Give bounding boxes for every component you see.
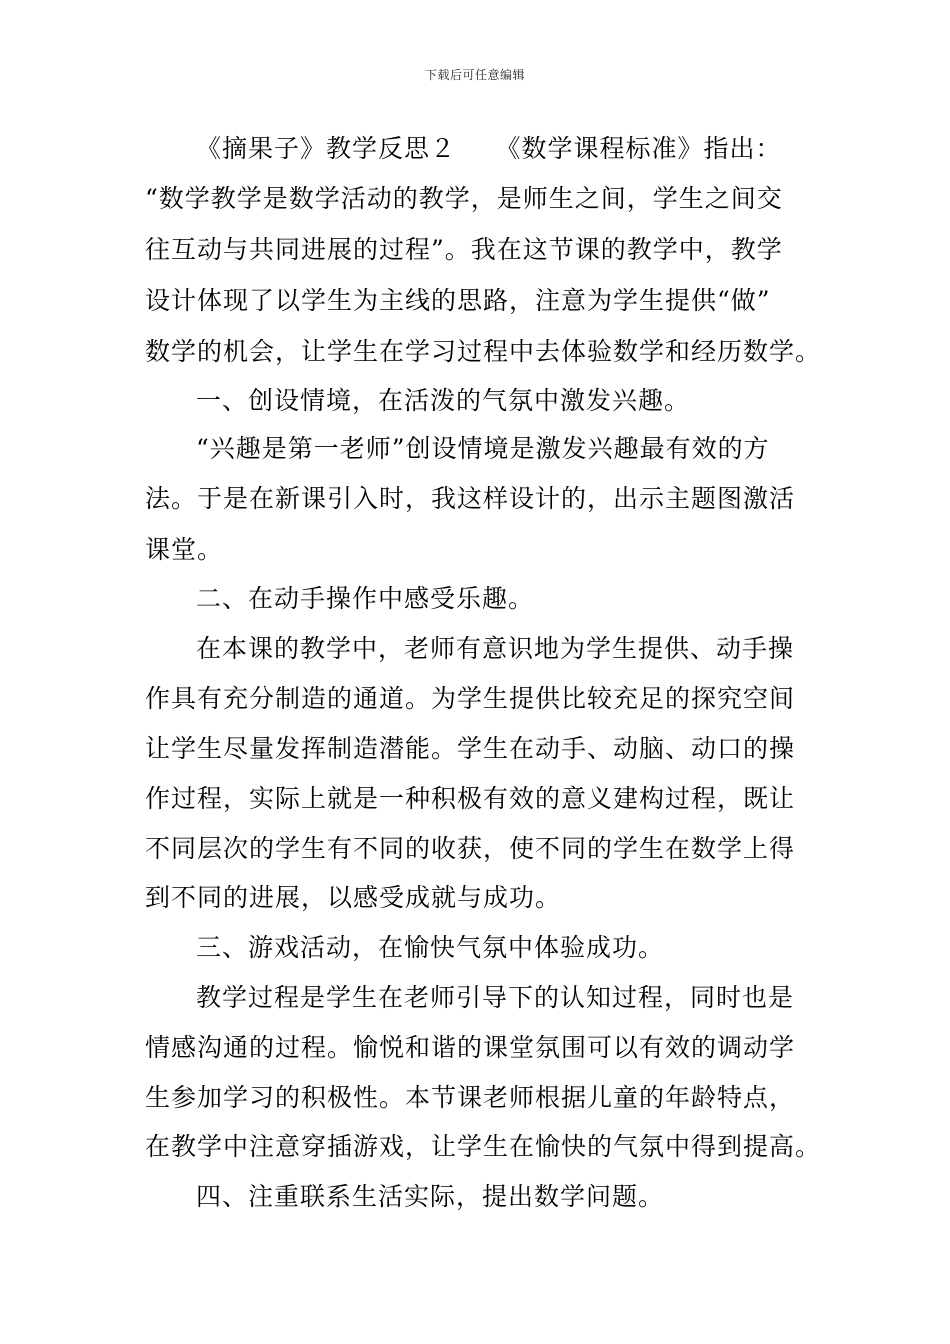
text-line: 不同层次的学生有不同的收获，使不同的学生在数学上得 <box>145 834 796 863</box>
text-line: 作过程，实际上就是一种积极有效的意义建构过程，既让 <box>145 784 796 813</box>
section-heading: 三、游戏活动，在愉快气氛中体验成功。 <box>196 933 665 962</box>
text-line: 《摘果子》教学反思２ 《数学课程标准》指出： <box>196 134 782 163</box>
section-heading: 二、在动手操作中感受乐趣。 <box>196 584 535 613</box>
text-line: 生参加学习的积极性。本节课老师根据儿童的年龄特点， <box>145 1083 796 1112</box>
section-heading: 一、创设情境，在活泼的气氛中激发兴趣。 <box>196 386 691 415</box>
text-line: 课堂。 <box>145 535 224 564</box>
text-line: 作具有充分制造的通道。为学生提供比较充足的探究空间 <box>145 684 796 713</box>
text-line: 设计体现了以学生为主线的思路，注意为学生提供“做” <box>145 286 771 315</box>
text-line: “数学教学是数学活动的教学，是师生之间，学生之间交 <box>145 184 783 213</box>
text-line: “兴趣是第一老师”创设情境是激发兴趣最有效的方 <box>196 434 770 463</box>
text-line: 情感沟通的过程。愉悦和谐的课堂氛围可以有效的调动学 <box>145 1033 796 1062</box>
text-line: 让学生尽量发挥制造潜能。学生在动手、动脑、动口的操 <box>145 734 796 763</box>
text-line: 往互动与共同进展的过程”。我在这节课的教学中，教学 <box>145 235 783 264</box>
page-header: 下载后可任意编辑 <box>424 68 525 82</box>
text-line: 教学过程是学生在老师引导下的认知过程，同时也是 <box>196 983 795 1012</box>
text-line: 到不同的进展，以感受成就与成功。 <box>145 883 562 912</box>
text-line: 法。于是在新课引入时，我这样设计的，出示主题图激活 <box>145 484 796 513</box>
text-line: 数学的机会，让学生在学习过程中去体验数学和经历数学。 <box>145 337 822 366</box>
section-heading: 四、注重联系生活实际，提出数学问题。 <box>196 1182 665 1211</box>
text-line: 在教学中注意穿插游戏，让学生在愉快的气氛中得到提高。 <box>145 1132 822 1161</box>
text-line: 在本课的教学中，老师有意识地为学生提供、动手操 <box>196 634 795 663</box>
